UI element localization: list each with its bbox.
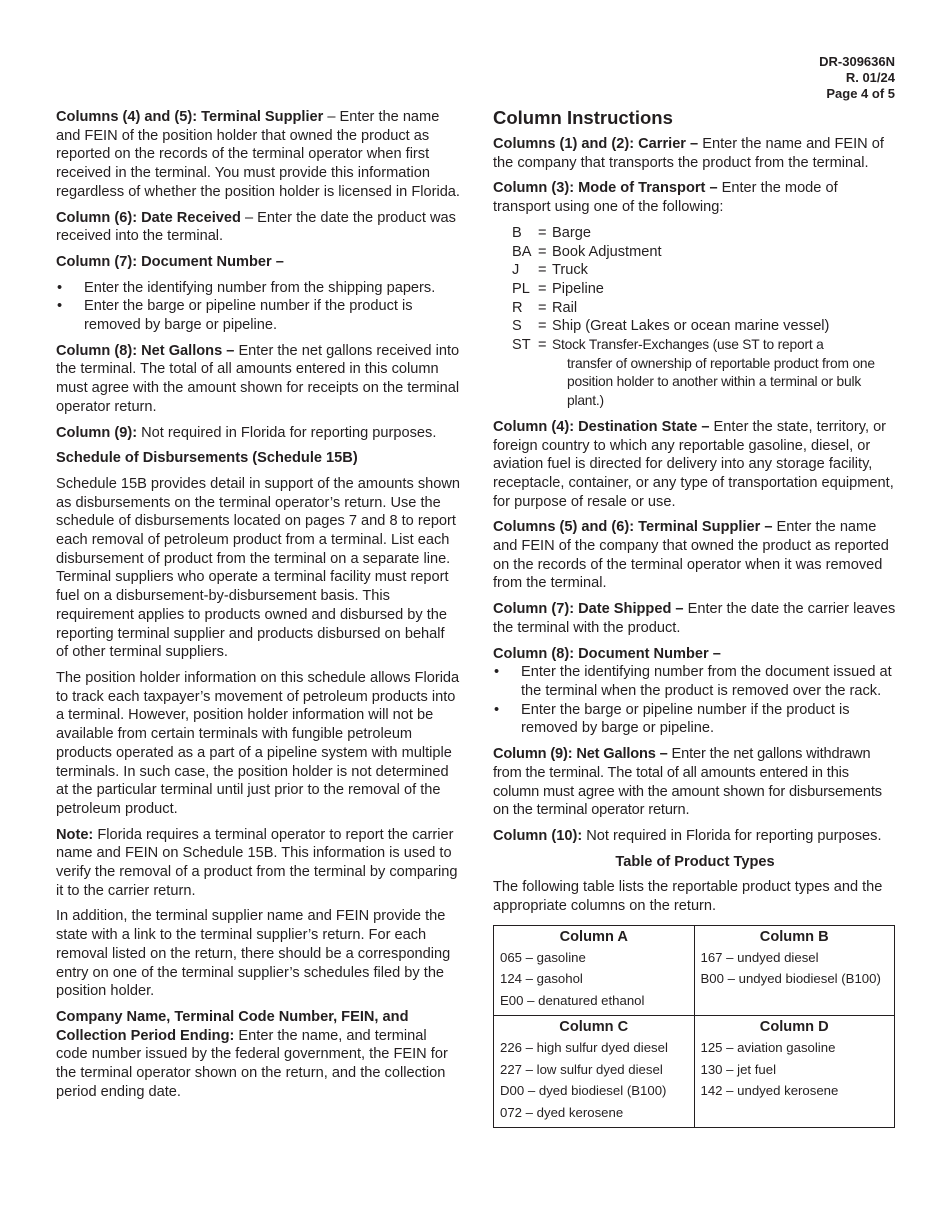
note-paragraph [56,826,460,901]
terminal-supplier-term: Columns (5) and (6): Terminal Supplier – [493,519,773,536]
mode-of-transport-term: Column (3): Mode of Transport – [493,180,718,197]
column-a-cell [494,925,695,1016]
table-cell-item: 227 – low sulfur dyed diesel [500,1061,663,1077]
terminal-supplier-term: Columns (4) and (5): Terminal Supplier [56,109,324,125]
equals-sign: = [538,280,547,297]
mode-desc: Barge [552,224,591,241]
schedule-paragraph: Schedule 15B provides detail in support of the amounts shown as disbursements on the terminal operator’s return. Use the schedule of disbursements located on pages 7 and 8 to report each removal of petroleum product from a terminal. List each disbursement of product from the terminal on a separate line. Terminal suppliers who operate a terminal facility must report fuel on a disbursement-by-disbursement basis. This requirement applies to products owned and disbursed by the reporting terminal supplier and products disbursed on behalf of other terminal suppliers. [56,475,461,661]
equals-sign: = [538,262,547,279]
bullet-icon: • [494,664,500,681]
list-item-text: Enter the barge or pipeline number if the product is removed by barge or pipeline. [84,298,413,334]
list-item [493,663,897,700]
product-table-intro: The following table lists the reportable product types and the appropriate columns on the return. [493,879,883,915]
terminal-supplier-text: Enter the name and FEIN of the company that owned the product as reported on the records of the terminal operator when it was removed from the terminal. [493,519,889,592]
carrier-term: Columns (1) and (2): Carrier – [493,136,699,152]
column-d-title: Column D [759,1019,829,1036]
company-name-paragraph [56,1008,460,1102]
column-9-paragraph [56,424,460,443]
document-number-term: Column (8): Document Number – [493,645,721,662]
mode-item [512,317,897,336]
mode-code: S [512,318,522,335]
destination-state-term: Column (4): Destination State – [493,418,710,435]
net-gallons-text: Enter the net gallons received into the terminal. The total of all amounts entered in this column must agree with the amount shown for receipts on the terminal operator return. [56,342,460,415]
list-item-text: Enter the identifying number from the document issued at the terminal when the product is removed over the rack. [521,664,892,699]
mode-desc: Pipeline [552,280,604,297]
table-cell-item: 125 – aviation gasoline [700,1040,836,1056]
left-column [56,108,460,1108]
mode-desc: Book Adjustment [552,243,662,260]
product-types-table [493,925,895,1129]
date-received-paragraph [56,209,460,246]
column-9-text: Not required in Florida for reporting purposes. [137,424,437,441]
table-cell-item: 124 – gasohol [500,971,583,987]
column-b-title: Column B [759,928,829,945]
document-number-heading [56,253,460,272]
position-holder-paragraph: The position holder information on this schedule allows Florida to track each taxpayer’s movement of petroleum products into a terminal. However, position holder information will not be available from certain terminals with fungible petroleum products operated as a part of a pipeline system with multiple terminals. In such case, the position holder is not determined at the particular terminal until just prior to the removal of the petroleum product. [56,669,460,817]
table-cell-item: E00 – denatured ethanol [500,992,645,1008]
column-10-paragraph [493,827,897,846]
mode-item [512,224,897,243]
mode-item [512,299,897,318]
link-paragraph: In addition, the terminal supplier name and FEIN provide the state with a link to the terminal supplier’s return. For each removal listed on the return, there should be a corresponding entry on one of the terminal supplier’s schedules filed by the position holder. [56,908,451,1000]
mode-desc: Truck [552,262,588,279]
net-gallons-text: Enter the net gallons withdrawn from the terminal. The total of all amounts entered in this column must agree with the amount shown for disbursements on the terminal operator return. [493,746,882,819]
schedule-heading: Schedule of Disbursements (Schedule 15B) [56,450,358,467]
equals-sign: = [538,224,547,241]
equals-sign: = [538,318,547,335]
mode-code: PL [512,280,530,297]
destination-state-paragraph [493,418,897,512]
company-name-text: Enter the name, and terminal code number issued by the federal government, the FEIN for the terminal operator shown on the return, and the collection period ending date. [56,1027,448,1100]
column-c-cell [494,1016,695,1128]
bullet-icon: • [494,701,500,718]
mode-desc: Stock Transfer-Exchanges (use ST to report a [552,337,824,353]
terminal-supplier-paragraph [56,108,460,202]
table-cell-item: 072 – dyed kerosene [500,1104,624,1120]
mode-note-line: transfer of ownership of reportable product from one [567,355,875,371]
mode-code: J [512,262,520,279]
mode-code: B [512,224,522,241]
list-item-text: Enter the barge or pipeline number if the product is removed by barge or pipeline. [521,701,850,737]
note-term: Note: [56,826,94,843]
net-gallons-term: Column (8): Net Gallons – [56,342,235,359]
table-cell-item: D00 – dyed biodiesel (B100) [500,1083,667,1099]
list-item [56,279,460,298]
company-name-term: Company Name, Terminal Code Number, FEIN, and Collection Period Ending: [56,1008,409,1044]
date-received-term: Column (6): Date Received [56,209,241,226]
form-header [819,54,895,102]
column-c-title: Column C [559,1019,629,1036]
document-number-heading [493,645,897,664]
list-item-text: Enter the identifying number from the shipping papers. [84,279,436,296]
table-cell-item: 130 – jet fuel [700,1061,777,1077]
column-10-term: Column (10): [493,827,583,844]
mode-desc: Rail [552,299,578,316]
mode-of-transport-paragraph [493,179,897,216]
list-item [56,297,460,334]
date-received-text: – Enter the date the product was received into the terminal. [56,209,456,245]
mode-item [512,243,897,262]
net-gallons-paragraph [493,745,897,820]
column-9-term: Column (9): [56,424,138,441]
mode-of-transport-text: Enter the mode of transport using one of the following: [493,180,838,216]
equals-sign: = [538,337,547,354]
column-10-text: Not required in Florida for reporting purposes. [582,827,882,844]
carrier-text: Enter the name and FEIN of the company that transports the product from the terminal. [493,136,884,171]
form-revision: R. 01/24 [845,70,895,85]
document-number-term: Column (7): Document Number – [56,253,284,270]
date-shipped-paragraph [493,600,897,637]
equals-sign: = [538,299,547,316]
column-b-cell [694,925,895,1016]
column-d-cell [694,1016,895,1128]
mode-list [512,224,897,411]
bullet-icon: • [57,279,63,296]
list-item [493,701,897,738]
mode-item [512,280,897,299]
table-cell-item: 065 – gasoline [500,949,586,965]
table-cell-item: 167 – undyed diesel [700,949,819,965]
document-number-list [493,663,897,738]
mode-item [512,261,897,280]
table-row [494,925,895,1016]
mode-code: BA [512,243,532,260]
column-a-title: Column A [559,928,628,945]
table-cell-item: 142 – undyed kerosene [700,1083,839,1099]
table-cell-item: 226 – high sulfur dyed diesel [500,1040,668,1056]
date-shipped-term: Column (7): Date Shipped – [493,601,684,618]
note-text: Florida requires a terminal operator to report the carrier name and FEIN on Schedule 15B. This information is used to verify the removal of a product from the terminal by comparing it to the carrier return. [56,826,458,899]
document-number-list [56,279,460,335]
net-gallons-term: Column (9): Net Gallons – [493,746,668,763]
mode-note-line: position holder to another within a terminal or bulk plant.) [567,374,862,409]
mode-code: R [512,299,523,316]
carrier-paragraph [493,135,897,172]
terminal-supplier-paragraph [493,518,897,593]
column-instructions-title: Column Instructions [493,107,673,128]
net-gallons-paragraph [56,342,460,417]
mode-code: ST [512,337,531,354]
form-number: DR-309636N [819,54,895,69]
table-row [494,1016,895,1128]
table-cell-item: B00 – undyed biodiesel (B100) [700,971,881,987]
date-shipped-text: Enter the date the carrier leaves the terminal with the product. [493,601,896,636]
terminal-supplier-text: – Enter the name and FEIN of the position holder that owned the product as reported on the records of the terminal operator when first received in the terminal. You must provide this information regardless of whether the position holder is licensed in Florida. [56,109,460,200]
right-column [493,107,897,1128]
mode-item [512,336,897,355]
equals-sign: = [538,243,547,260]
page-number: Page 4 of 5 [826,86,895,101]
bullet-icon: • [57,298,63,315]
destination-state-text: Enter the state, territory, or foreign country to which any reportable gasoline, diesel, or aviation fuel is directed for delivery into any storage facility, receptacle, container, or any type of transportation equipment, for purpose of resale or use. [493,418,894,510]
product-table-heading: Table of Product Types [615,853,775,870]
mode-desc: Ship (Great Lakes or ocean marine vessel) [552,318,830,335]
